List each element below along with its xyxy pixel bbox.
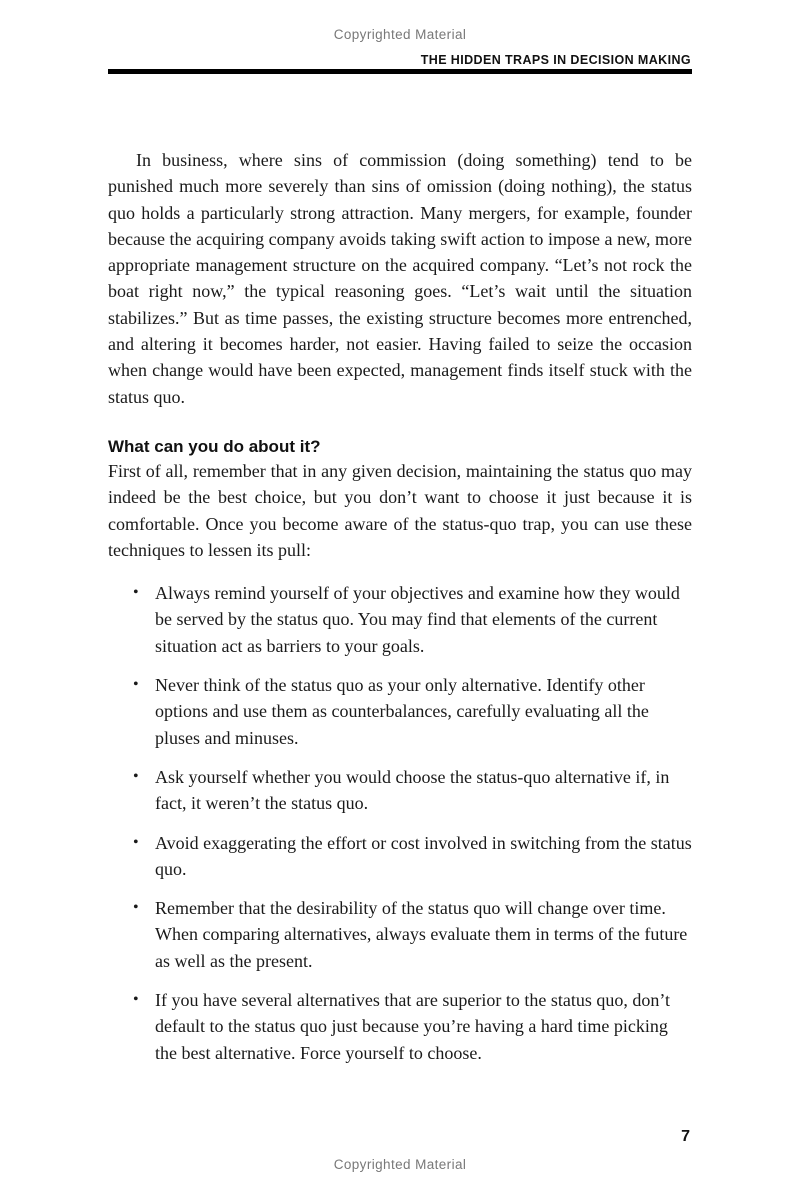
bullet-icon: •	[133, 767, 139, 785]
bullet-icon: •	[133, 676, 139, 694]
bullet-icon: •	[133, 833, 139, 851]
list-item	[108, 580, 692, 659]
list-item-text: Remember that the desirability of the status quo will change over time. When comparing alternatives, always evaluate them in terms of the future as well as the present.	[155, 898, 688, 971]
paragraph-status-quo: In business, where sins of commission (doing something) tend to be punished much more severely than sins of omission (doing nothing), the status quo holds a particularly strong attraction. Many mergers, for example, founder because the acquiring company avoids taking swift action to impose a new, more appropriate management structure on the acquired company. “Let’s not rock the boat right now,” the typical reasoning goes. “Let’s wait until the situation stabilizes.” But as time passes, the existing structure becomes more entrenched, and altering it becomes harder, not easier. Having failed to seize the occasion when change would have been expected, management finds itself stuck with the status quo.	[108, 150, 692, 407]
bullet-icon: •	[133, 899, 139, 917]
section-heading: What can you do about it?	[108, 436, 321, 456]
bullet-icon: •	[133, 991, 139, 1009]
running-head: THE HIDDEN TRAPS IN DECISION MAKING	[420, 53, 691, 67]
list-item	[108, 672, 692, 751]
list-item	[108, 830, 692, 883]
list-item-text: Ask yourself whether you would choose the status-quo alternative if, in fact, it weren’t the status quo.	[155, 766, 670, 814]
header-rule	[108, 69, 692, 74]
copyright-notice-bottom: Copyrighted Material	[333, 1157, 467, 1172]
bullet-icon: •	[133, 584, 139, 602]
list-item-text: Always remind yourself of your objectives and examine how they would be served by the status quo. You may find that elements of the current situation act as barriers to your goals.	[155, 583, 680, 656]
list-item-text: Avoid exaggerating the effort or cost involved in switching from the status quo.	[155, 832, 692, 879]
paragraph-first-of-all: First of all, remember that in any given decision, maintaining the status quo may indeed be the best choice, but you don’t want to choose it just because it is comfortable. Once you become aware of the status-quo trap, you can use these techniques to lessen its pull:	[108, 460, 692, 560]
list-item	[108, 764, 692, 817]
list-item	[108, 987, 692, 1066]
copyright-notice-top: Copyrighted Material	[333, 27, 467, 42]
list-item	[108, 895, 692, 974]
technique-list	[108, 580, 692, 1066]
page-number: 7	[681, 1128, 690, 1145]
list-item-text: Never think of the status quo as your only alternative. Identify other options and use them as counterbalances, carefully evaluating all the pluses and minuses.	[155, 675, 649, 748]
text-block	[108, 147, 692, 1079]
list-item-text: If you have several alternatives that are superior to the status quo, don’t default to the status quo just because you’re having a hard time picking the best alternative. Force yourself to choose.	[155, 990, 671, 1063]
